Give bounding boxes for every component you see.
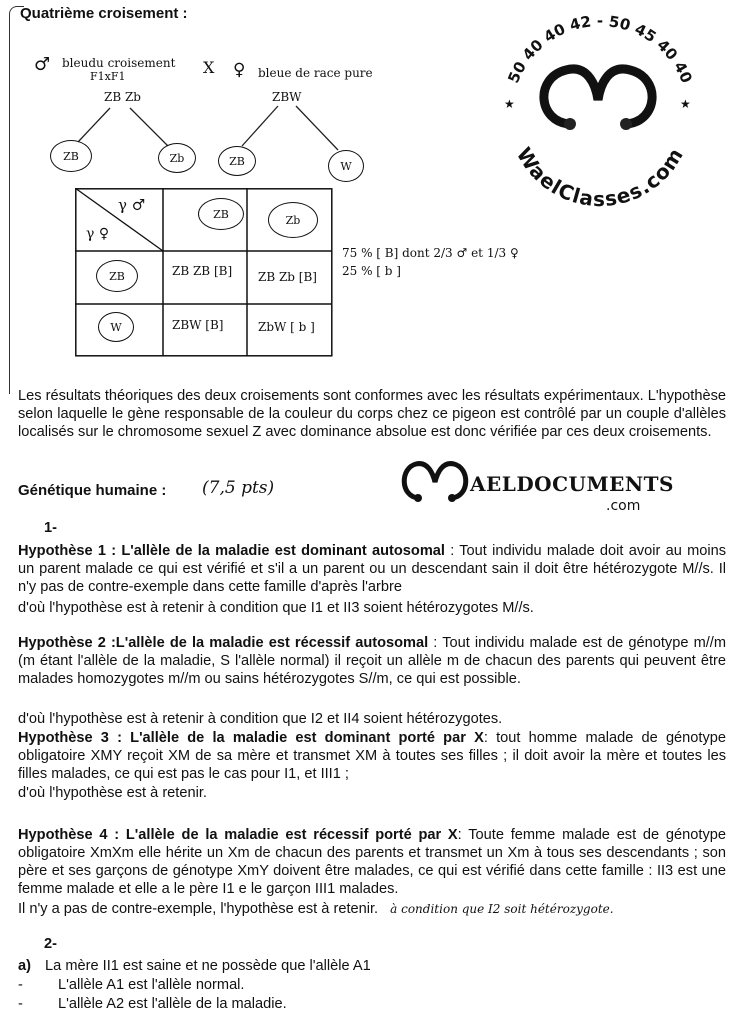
- cross-sign: X: [203, 58, 215, 77]
- score-note: (7,5 pts): [202, 478, 275, 498]
- bullet-1-text: L'allèle A1 est l'allèle normal.: [58, 977, 245, 993]
- hypothesis-2-conclusion: d'où l'hypothèse est à retenir à condition que I2 et II4 soient hétérozygotes.: [18, 711, 503, 727]
- bullet-item: [18, 977, 244, 993]
- table-cell: ZB Zb [B]: [258, 270, 317, 284]
- female-symbol: ♀: [233, 60, 246, 80]
- logo-subtext: .com: [606, 498, 641, 514]
- hypothesis-3-title: Hypothèse 3 : L'allèle de la maladie est dominant porté par X: [18, 730, 484, 746]
- section-title: Quatrième croisement :: [20, 5, 188, 22]
- table-corner-male: γ ♂: [118, 196, 146, 214]
- svg-text:WaelClasses.com: [512, 143, 689, 211]
- gamete-male-2: Zb: [158, 143, 196, 173]
- hypothesis-1: [18, 542, 726, 596]
- svg-text:50 40 40 42 - 50 45 40 40: [504, 12, 696, 86]
- hypothesis-3-text: : tout homme malade de génotype obligatoire XMY reçoit XM de sa mère et transmet XM à toutes ses filles ; il doit avoir la mère et toutes les filles malades, ce qui est pas le cas pour I1, et III1 ;: [18, 730, 726, 782]
- svg-text:★: ★: [504, 97, 515, 111]
- stamp-phones: 50 40 40 42 - 50 45 40 40: [504, 12, 696, 86]
- male-parent-label: bleudu croisement: [62, 56, 176, 70]
- waeldocuments-logo: [398, 458, 472, 506]
- result-line-1: 75 % [ B] dont 2/3 ♂ et 1/3 ♀: [342, 246, 519, 260]
- question-1-number: 1-: [44, 520, 57, 536]
- hypothesis-4-text: : Toute femme malade est de génotype obligatoire XmXm elle hérite un Xm de chacun des parents et transmet un Xm à tous ses descendants ; son père et ses garçons de génotype XmY doivent être malades, ce qui est vérifié dans cette famille : II3 est une femme malade et elle a le père I1 e le garçon III1 malades.: [18, 827, 726, 897]
- bullet-dash: -: [18, 977, 23, 993]
- answer-a: [18, 958, 371, 974]
- hypothesis-4-last: [18, 901, 614, 917]
- male-parent-generation: F1xF1: [90, 70, 126, 83]
- svg-text:★: ★: [680, 97, 691, 111]
- result-line-2: 25 % [ b ]: [342, 264, 401, 278]
- table-cell: ZB ZB [B]: [172, 264, 233, 278]
- bullet-item: [18, 996, 287, 1012]
- female-parent-label: bleue de race pure: [258, 66, 373, 80]
- male-genotype: ZB Zb: [104, 90, 141, 104]
- table-corner-female: γ ♀: [86, 226, 110, 242]
- question-2-number: 2-: [44, 936, 57, 952]
- handwritten-note: à condition que I2 soit hétérozygote.: [390, 902, 614, 916]
- table-col-head-2: Zb: [268, 202, 318, 238]
- table-cell: ZBW [B]: [172, 318, 224, 332]
- hypothesis-4-last-text: Il n'y a pas de contre-exemple, l'hypothèse est à retenir.: [18, 901, 379, 917]
- table-row-head-2: W: [98, 312, 134, 342]
- answer-a-label: a): [18, 958, 31, 974]
- table-cell: ZbW [ b ]: [258, 320, 315, 334]
- gamete-male-1: ZB: [50, 140, 92, 172]
- wael-classes-stamp: [478, 4, 718, 214]
- bullet-dash: -: [18, 996, 23, 1012]
- hypothesis-2: [18, 634, 726, 688]
- stamp-site: WaelClasses.com: [511, 143, 689, 212]
- conclusion-paragraph: Les résultats théoriques des deux croisements sont conformes avec les résultats expérimentaux. L'hypothèse selon laquelle le gène responsable de la couleur du corps chez ce pigeon est contrôlé par un couple d'allèles localisés sur le chromosome sexuel Z avec dominance absolue est donc vérifiée par ces deux croisements.: [18, 388, 726, 440]
- table-col-head-1: ZB: [198, 198, 244, 230]
- hypothesis-4-title: Hypothèse 4 : L'allèle de la maladie est récessif porté par X: [18, 827, 458, 843]
- hypothesis-3-conclusion: d'où l'hypothèse est à retenir.: [18, 785, 207, 801]
- hypothesis-2-title: Hypothèse 2 :L'allèle de la maladie est récessif autosomal: [18, 635, 429, 651]
- male-symbol: ♂: [34, 54, 51, 75]
- bullet-2-text: L'allèle A2 est l'allèle de la maladie.: [58, 996, 287, 1012]
- table-row-head-1: ZB: [96, 260, 138, 292]
- answer-a-text: La mère II1 est saine et ne possède que l'allèle A1: [45, 958, 371, 974]
- hypothesis-3: [18, 729, 726, 783]
- genetics-heading: Génétique humaine :: [18, 482, 167, 499]
- female-genotype: ZBW: [272, 90, 302, 104]
- hypothesis-2-text: : Tout individu malade est de génotype m//m (m étant l'allèle de la maladie, S l'allèle normal) il reçoit un allèle m de chacun des parents qui peuvent être malades homozygotes m//m ou sains hétérozygotes S//m, ce qui est possible.: [18, 635, 726, 687]
- logo-text: AELDOCUMENTS: [470, 472, 674, 496]
- hypothesis-4: [18, 826, 726, 898]
- hypothesis-1-text: : Tout individu malade doit avoir au moins un parent malade ce qui est vérifié et s'il a un parent ou un descendant sain il doit être hétérozygote M//s. Il n'y pas de contre-exemple dans cette famille d'après l'arbre: [18, 543, 726, 595]
- hypothesis-1-conclusion: d'où l'hypothèse est à retenir à condition que I1 et II3 soient hétérozygotes M//s.: [18, 600, 534, 616]
- hypothesis-1-title: Hypothèse 1 : L'allèle de la maladie est dominant autosomal: [18, 543, 445, 559]
- gamete-female-2: W: [328, 150, 364, 182]
- gamete-female-1: ZB: [218, 146, 256, 176]
